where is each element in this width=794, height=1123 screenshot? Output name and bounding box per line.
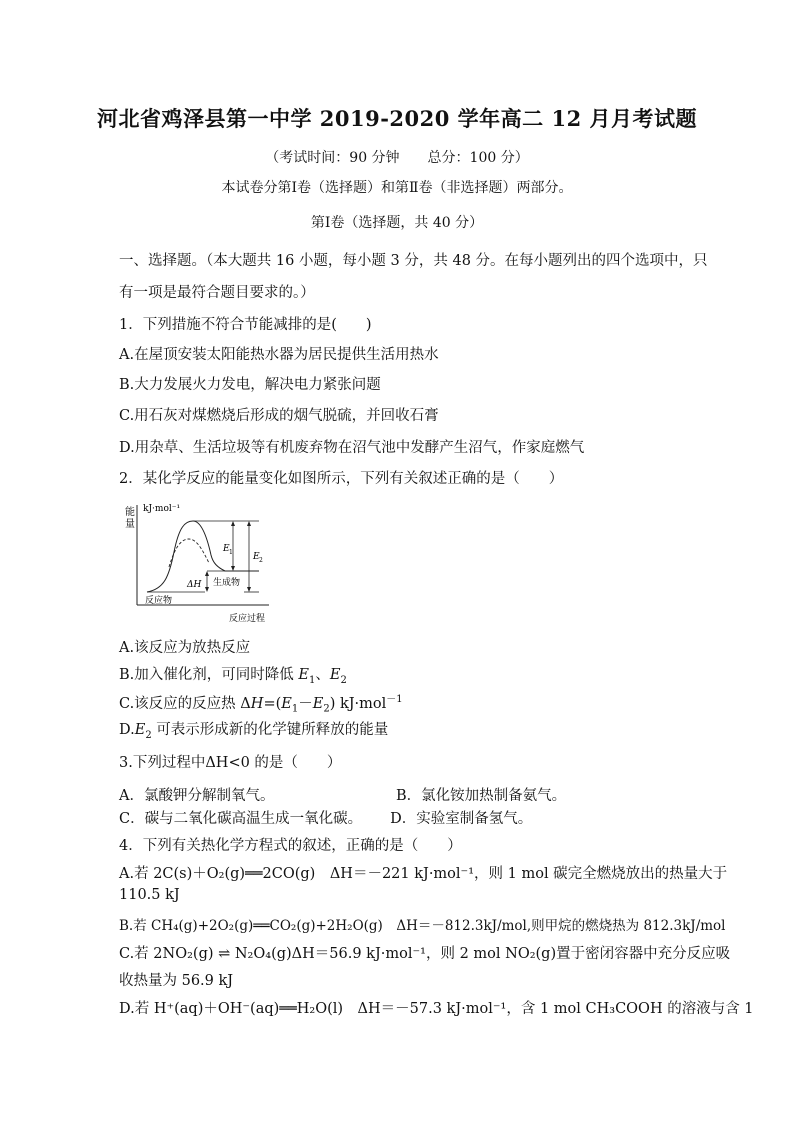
q1-option-a: A.在屋顶安装太阳能热水器为居民提供生活用热水 [119,347,439,363]
section-intro-line-1: 一、选择题。（本大题共 16 小题，每小题 3 分，共 48 分。在每小题列出的四个选项中，只 [119,253,708,269]
x-axis-label: 反应过程 [229,614,266,624]
energy-diagram-svg [119,497,279,629]
y-label-1: 能 [125,507,135,518]
q2-stem: 2．某化学反应的能量变化如图所示，下列有关叙述正确的是（ ） [119,471,564,487]
e2-sub: 2 [259,557,263,564]
e1-arrowhead-up [231,521,235,526]
e1-arrowhead-down [231,566,235,571]
e2-arrowhead-up [247,521,251,526]
dh-label: ΔH [187,580,202,590]
e2-label: E [253,552,260,562]
q1-option-d: D.用杂草、生活垃圾等有机废弃物在沼气池中发酵产生沼气，作家庭燃气 [119,440,585,456]
section-intro-line-2: 有一项是最符合题目要求的。） [119,285,315,301]
q2-option-d: $D.E_2$ 可表示形成新的化学键所释放的能量 [119,722,389,741]
energy-diagram [119,497,279,629]
q4-option-b: B.若 CH₄(g)+2O₂(g)══CO₂(g)+2H₂O(g) ΔH＝－812.3kJ/mol,则甲烷的燃烧热为 812.3kJ/mol [119,918,726,934]
q3-options-row-1: A．氯酸钾分解制氧气。 B．氯化铵加热制备氨气。 [119,788,567,804]
product-label: 生成物 [213,578,241,588]
q3-options-row-2: C．碳与二氧化碳高温生成一氧化碳。 D．实验室制备氢气。 [119,811,533,827]
e2-arrowhead-down [247,587,251,592]
dh-arrowhead-down [205,587,209,592]
q4-option-c-line-2: 收热量为 56.9 kJ [119,973,234,989]
exam-info: （考试时间：90 分钟 总分：100 分） [265,150,529,166]
e1-label: E [223,544,230,554]
unit-label: kJ·mol⁻¹ [143,504,181,514]
q4-stem: 4．下列有关热化学方程式的叙述，正确的是（ ） [119,838,462,854]
q1-option-b: B.大力发展火力发电，解决电力紧张问题 [119,377,381,393]
e1-sub: 1 [229,549,233,556]
q4-option-d-line-1: D.若 H⁺(aq)＋OH⁻(aq)══H₂O(l) ΔH＝－57.3 kJ·mol⁻¹，含 1 mol CH₃COOH 的溶液与含 1 [119,1001,754,1017]
exam-title: 河北省鸡泽县第一中学 2019-2020 学年高二 12 月月考试题 [96,106,698,131]
y-label-2: 量 [125,519,135,530]
part-one-heading: 第Ⅰ卷（选择题，共 40 分） [310,215,484,231]
dh-arrowhead-up [205,571,209,576]
q2-option-c: C.该反应的反应热 $\Delta H=(E_1-E_2)$ kJ·mol$^{-1}$ [119,694,403,715]
q4-option-c-line-1: C.若 2NO₂(g) ⇌ N₂O₄(g)ΔH＝56.9 kJ·mol⁻¹，则 2 mol NO₂(g)置于密闭容器中充分反应吸 [119,946,731,962]
uncatalyzed-curve [147,521,259,592]
q4-option-a-line-1: A.若 2C(s)＋O₂(g)══2CO(g) ΔH＝－221 kJ·mol⁻¹，则 1 mol 碳完全燃烧放出的热量大于 [119,866,728,882]
q4-option-a-line-2: 110.5 kJ [119,887,180,903]
q1-stem: 1．下列措施不符合节能减排的是( ) [119,317,372,333]
catalyzed-curve [169,539,209,567]
reactant-label: 反应物 [145,596,173,606]
q2-option-b: B.加入催化剂，可同时降低 $E_1$、$E_2$ [119,667,347,686]
q1-option-c: C.用石灰对煤燃烧后形成的烟气脱硫，并回收石膏 [119,408,439,424]
q2-option-a: A.该反应为放热反应 [119,640,251,656]
paper-structure: 本试卷分第Ⅰ卷（选择题）和第Ⅱ卷（非选择题）两部分。 [221,180,573,196]
q3-stem: 3.下列过程中ΔH<0 的是（ ） [119,755,342,771]
